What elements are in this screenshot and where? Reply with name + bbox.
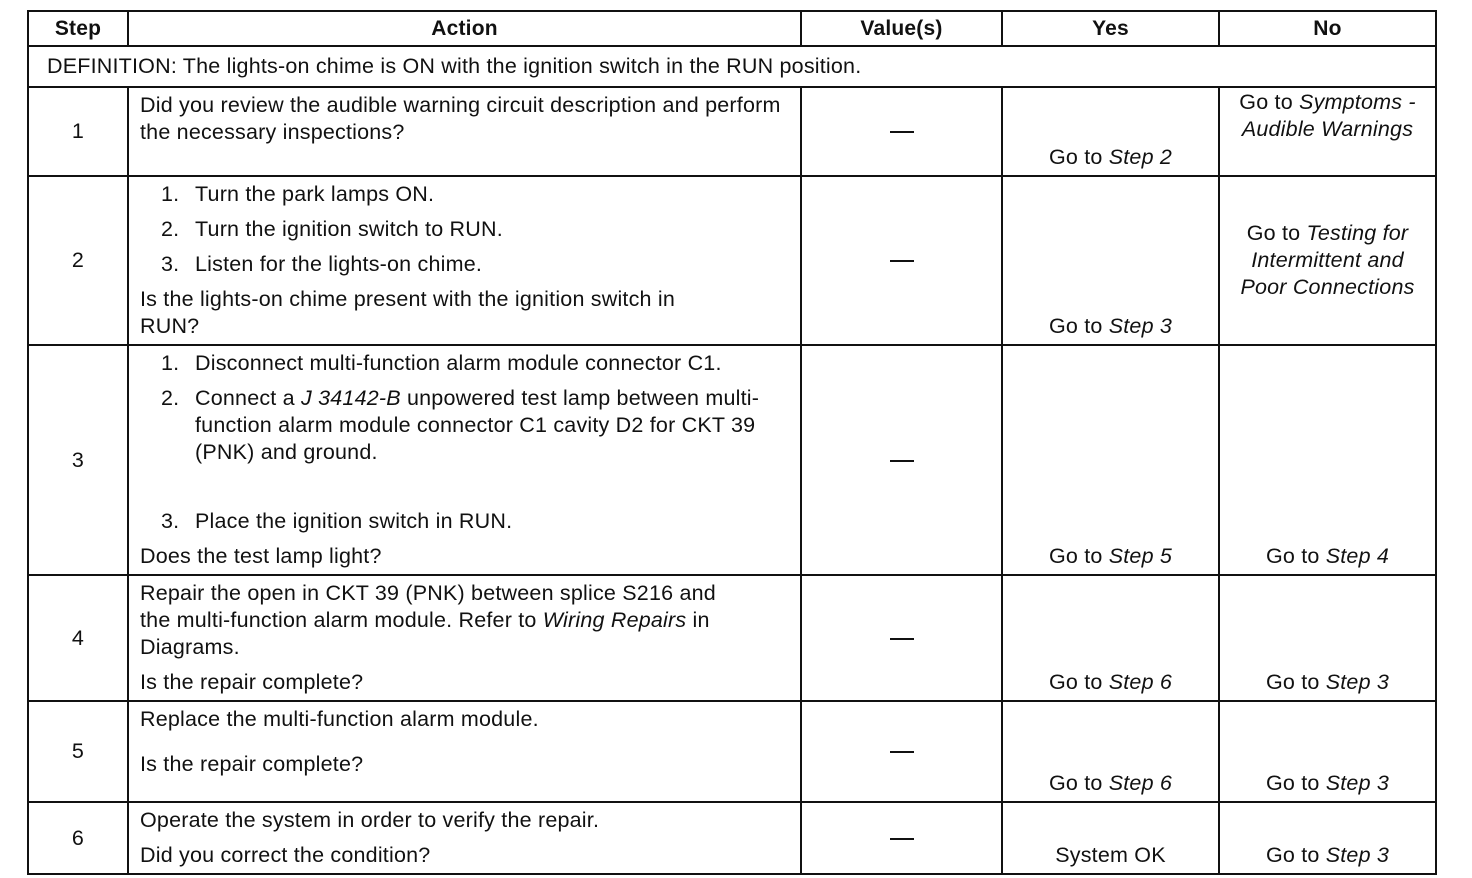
action-cell (128, 345, 801, 575)
list-item (140, 216, 792, 243)
diagnostic-table (27, 10, 1437, 875)
yes-cell (1002, 87, 1219, 176)
item-text: Turn the park lamps ON. (195, 182, 435, 206)
definition-row (28, 46, 1436, 87)
question-text: Is the repair complete? (140, 752, 364, 776)
instruction-list (140, 350, 792, 535)
action-cell (128, 802, 801, 874)
step-number: 2 (28, 176, 128, 345)
yes-prefix: Go to (1048, 670, 1109, 694)
action-cell (128, 575, 801, 701)
instruction-list (140, 181, 792, 278)
no-reference-link[interactable]: Symptoms - Audible Warnings (1241, 90, 1416, 141)
dash-icon (890, 260, 914, 262)
yes-cell (1002, 345, 1219, 575)
no-cell (1219, 575, 1436, 701)
header-row (28, 11, 1436, 46)
item-number: 1. (161, 351, 180, 375)
no-cell (1219, 87, 1436, 176)
step-number: 4 (28, 575, 128, 701)
list-item (140, 181, 792, 208)
list-item (140, 385, 792, 466)
value-cell (801, 701, 1002, 802)
item-text: Connect a J 34142-B unpowered test lamp between multi-function alarm module connector C1 cavity D2 for CKT 39 (PNK) and ground. (195, 386, 760, 464)
yes-step-link[interactable]: Step 6 (1108, 771, 1173, 795)
table-row-step-6 (28, 802, 1436, 874)
no-cell (1219, 802, 1436, 874)
wiring-repairs-link[interactable]: Wiring Repairs (542, 608, 687, 632)
no-cell (1219, 701, 1436, 802)
item-number: 2. (161, 386, 180, 410)
question-text: Did you correct the condition? (140, 843, 431, 867)
diagnostic-table-sheet (27, 10, 1437, 875)
dash-icon (890, 638, 914, 640)
header-values: Value(s) (801, 11, 1002, 46)
yes-step-link[interactable]: Step 3 (1108, 314, 1173, 338)
list-item (140, 508, 792, 535)
dash-icon (890, 838, 914, 840)
question-text: Does the test lamp light? (140, 544, 382, 568)
yes-prefix: Go to (1048, 771, 1109, 795)
value-cell (801, 345, 1002, 575)
item-number: 3. (161, 252, 180, 276)
question-text: Is the repair complete? (140, 670, 364, 694)
no-step-link[interactable]: Step 3 (1325, 771, 1390, 795)
no-step-link[interactable]: Step 3 (1325, 670, 1390, 694)
item-text: Listen for the lights-on chime. (195, 252, 483, 276)
value-cell (801, 575, 1002, 701)
yes-cell (1002, 802, 1219, 874)
no-step-link[interactable]: Step 3 (1325, 843, 1390, 867)
no-cell (1219, 345, 1436, 575)
list-item (140, 350, 792, 377)
item-text: Turn the ignition switch to RUN. (195, 217, 503, 241)
no-prefix: Go to (1246, 221, 1307, 245)
no-prefix: Go to (1265, 843, 1326, 867)
action-cell (128, 87, 801, 176)
no-step-link[interactable]: Step 4 (1325, 544, 1390, 568)
value-cell (801, 802, 1002, 874)
header-no: No (1219, 11, 1436, 46)
step-number: 6 (28, 802, 128, 874)
yes-cell (1002, 701, 1219, 802)
step-number: 5 (28, 701, 128, 802)
no-cell (1219, 176, 1436, 345)
value-cell (801, 87, 1002, 176)
yes-prefix: Go to (1048, 544, 1109, 568)
table-row-step-4 (28, 575, 1436, 701)
table-row-step-3 (28, 345, 1436, 575)
yes-cell (1002, 176, 1219, 345)
item-text: Disconnect multi-function alarm module connector C1. (195, 351, 722, 375)
table-row-step-1 (28, 87, 1436, 176)
no-prefix: Go to (1265, 771, 1326, 795)
question-text: Is the lights-on chime present with the ignition switch in RUN? (140, 287, 676, 338)
list-item (140, 251, 792, 278)
dash-icon (890, 460, 914, 462)
yes-prefix: Go to (1048, 145, 1109, 169)
no-prefix: Go to (1239, 90, 1300, 114)
dash-icon (890, 131, 914, 133)
header-yes: Yes (1002, 11, 1219, 46)
action-cell (128, 701, 801, 802)
item-text: Place the ignition switch in RUN. (195, 509, 513, 533)
step-number: 3 (28, 345, 128, 575)
tool-reference[interactable]: J 34142-B (300, 386, 401, 410)
dash-icon (890, 751, 914, 753)
value-cell (801, 176, 1002, 345)
yes-prefix: Go to (1048, 314, 1109, 338)
yes-step-link[interactable]: Step 6 (1108, 670, 1173, 694)
table-row-step-2 (28, 176, 1436, 345)
action-text: Repair the open in CKT 39 (PNK) between splice S216 and the multi-function alarm module. Refer to Wiring Repairs in Diagrams. (140, 581, 716, 659)
item-number: 3. (161, 509, 180, 533)
table-row-step-5 (28, 701, 1436, 802)
item-number: 2. (161, 217, 180, 241)
no-prefix: Go to (1265, 670, 1326, 694)
yes-step-link[interactable]: Step 5 (1108, 544, 1173, 568)
header-action: Action (128, 11, 801, 46)
no-prefix: Go to (1265, 544, 1326, 568)
yes-cell (1002, 575, 1219, 701)
definition-text: DEFINITION: The lights-on chime is ON with the ignition switch in the RUN position. (28, 46, 1436, 87)
no-reference-link[interactable]: Testing for Intermittent and Poor Connections (1240, 221, 1415, 299)
header-step: Step (28, 11, 128, 46)
action-text: Operate the system in order to verify the repair. (140, 808, 600, 832)
yes-result: System OK (1055, 843, 1166, 867)
step-number: 1 (28, 87, 128, 176)
item-number: 1. (161, 182, 180, 206)
action-text: Replace the multi-function alarm module. (140, 707, 539, 731)
action-cell (128, 176, 801, 345)
yes-step-link[interactable]: Step 2 (1108, 145, 1173, 169)
action-text: Did you review the audible warning circuit description and perform the necessary inspections? (140, 93, 781, 144)
